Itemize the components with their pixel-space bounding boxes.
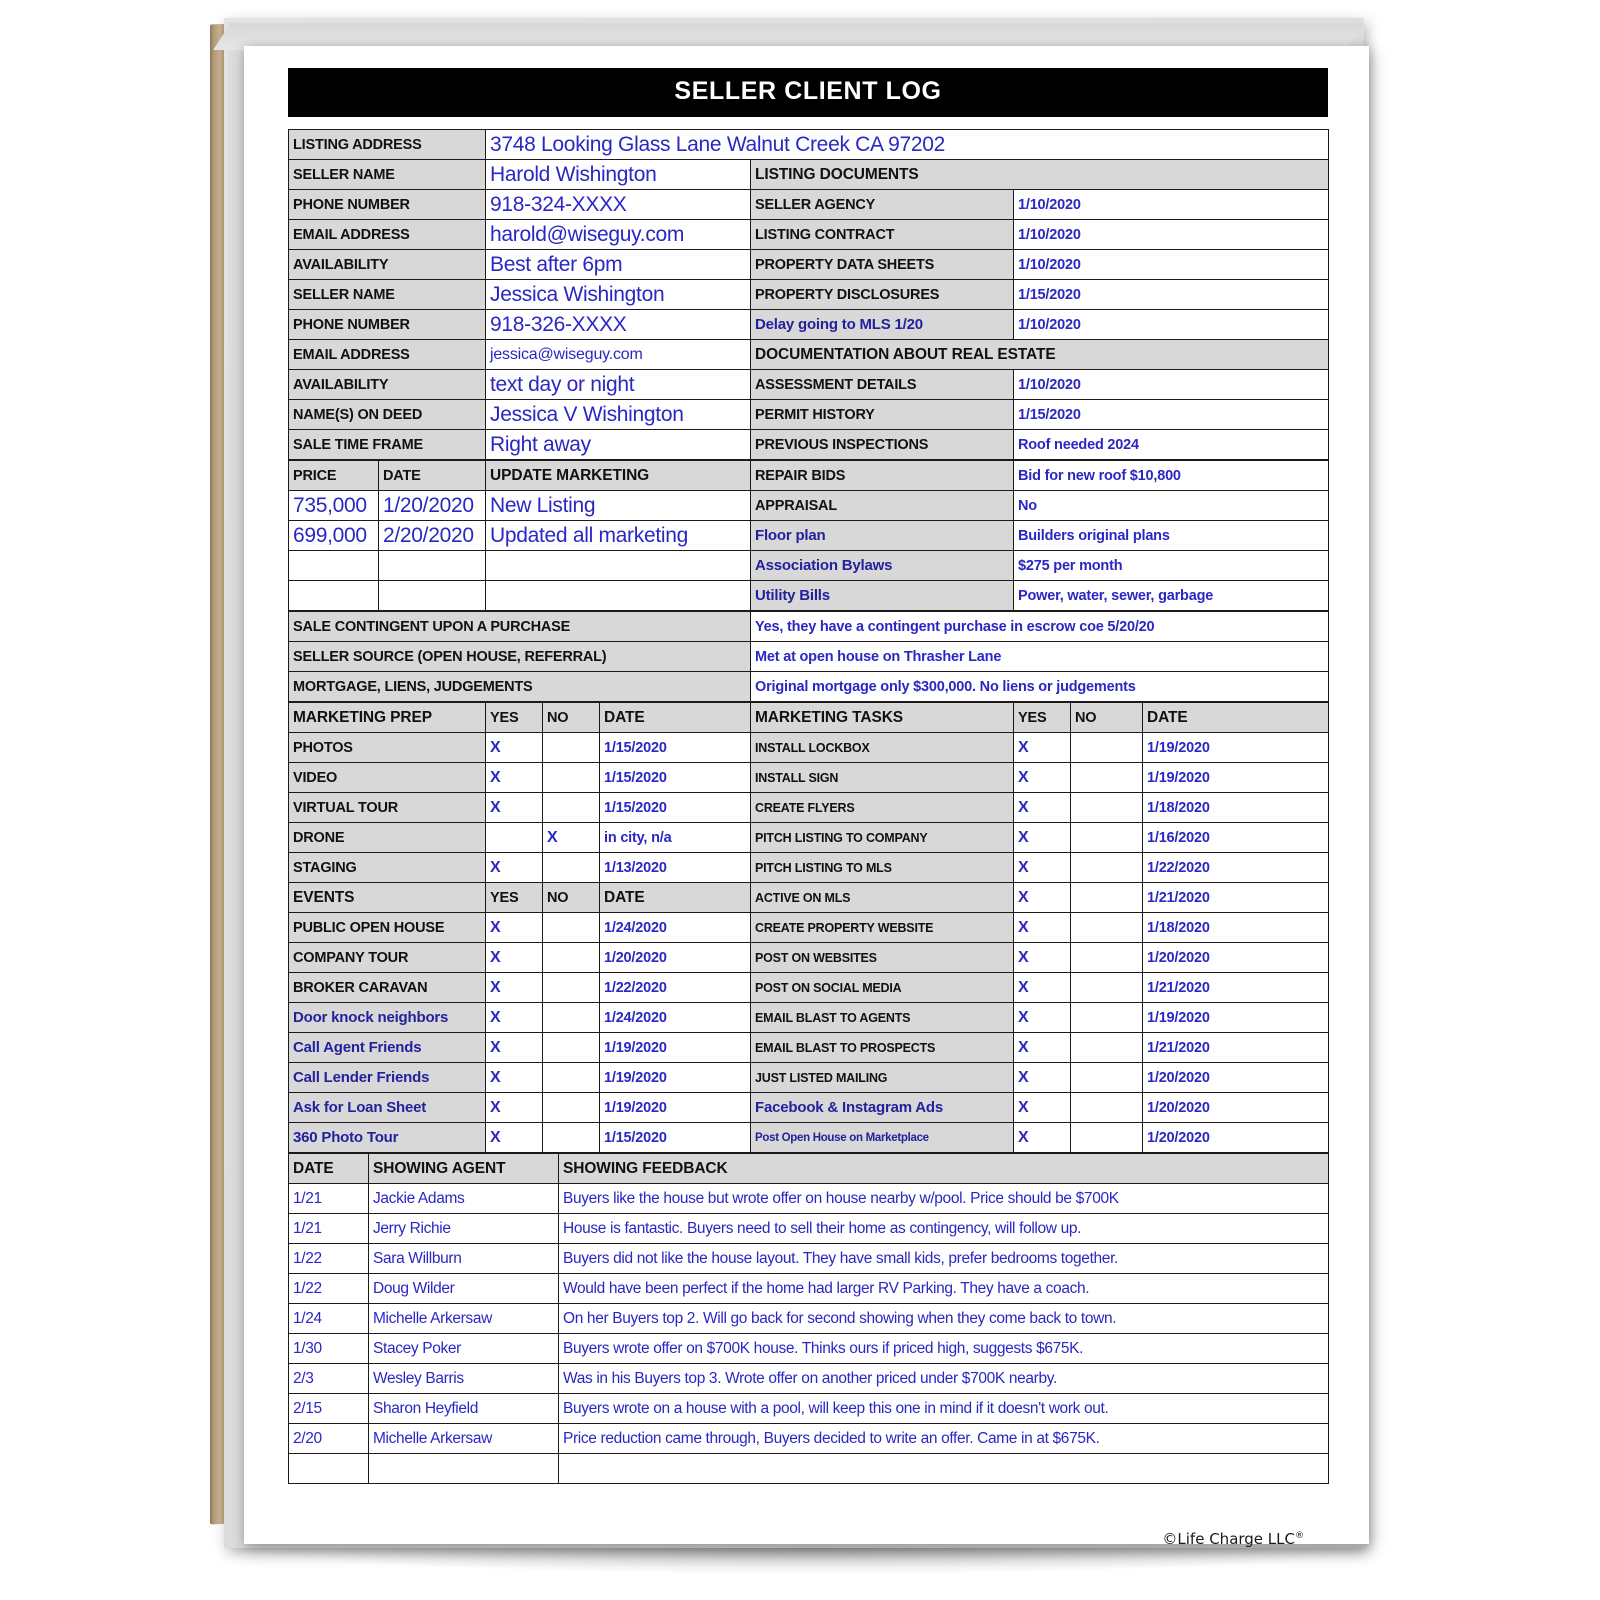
checklist-date-cell[interactable]: in city, n/a	[600, 823, 751, 853]
field-label: AVAILABILITY	[289, 370, 486, 400]
showing-agent-cell[interactable]: Wesley Barris	[369, 1364, 559, 1394]
field-label: NAME(S) ON DEED	[289, 400, 486, 430]
showing-agent-cell[interactable]: Michelle Arkersaw	[369, 1304, 559, 1334]
field-value[interactable]: jessica@wiseguy.com	[486, 340, 751, 370]
checklist-item-label: Facebook & Instagram Ads	[751, 1093, 1014, 1123]
checklist-date-cell[interactable]: 1/21/2020	[1143, 1033, 1329, 1063]
table-row	[289, 672, 1329, 702]
table-row	[289, 763, 1329, 793]
notepad-drop-shadow	[250, 1548, 1380, 1574]
price-cell[interactable]: 735,000	[289, 491, 379, 521]
table-row	[289, 1394, 1329, 1424]
document-date[interactable]: 1/10/2020	[1014, 220, 1329, 250]
copyright-symbol: ©	[1162, 1530, 1178, 1548]
checklist-no-cell[interactable]	[1071, 1123, 1143, 1153]
update-marketing-cell[interactable]	[486, 551, 751, 581]
showing-feedback-cell[interactable]: Price reduction came through, Buyers decided to write an offer. Came in at $675K.	[559, 1424, 1329, 1454]
checklist-no-cell[interactable]	[543, 1033, 600, 1063]
table-row	[289, 943, 1329, 973]
checklist-no-cell[interactable]: X	[543, 823, 600, 853]
checklist-date-cell[interactable]: 1/20/2020	[1143, 1093, 1329, 1123]
listing-documents-header: LISTING DOCUMENTS	[751, 160, 1329, 190]
checklist-item-label: Ask for Loan Sheet	[289, 1093, 486, 1123]
checklist-item-label: COMPANY TOUR	[289, 943, 486, 973]
checklist-yes-cell[interactable]: X	[486, 793, 543, 823]
table-row	[289, 340, 1329, 370]
table-row	[289, 1304, 1329, 1334]
showing-date-cell[interactable]	[289, 1454, 369, 1484]
table-row	[289, 612, 1329, 642]
showing-agent-cell[interactable]: Stacey Poker	[369, 1334, 559, 1364]
showing-date-cell[interactable]: 1/21	[289, 1214, 369, 1244]
document-date[interactable]: 1/10/2020	[1014, 310, 1329, 340]
document-value[interactable]: 1/15/2020	[1014, 400, 1329, 430]
field-label: SELLER NAME	[289, 280, 486, 310]
document-date[interactable]: 1/10/2020	[1014, 250, 1329, 280]
listing-address-label: LISTING ADDRESS	[289, 130, 486, 160]
checklist-yes-cell[interactable]: X	[1014, 763, 1071, 793]
checklist-yes-cell[interactable]: X	[1014, 913, 1071, 943]
showing-agent-cell[interactable]: Sara Willburn	[369, 1244, 559, 1274]
checklist-no-cell[interactable]	[543, 943, 600, 973]
table-row	[289, 1063, 1329, 1093]
table-row	[289, 1364, 1329, 1394]
checklist-yes-cell[interactable]: X	[1014, 943, 1071, 973]
price-header: PRICE	[289, 461, 379, 491]
field-value[interactable]: text day or night	[486, 370, 751, 400]
field-label: SALE TIME FRAME	[289, 430, 486, 460]
checklist-item-label: 360 Photo Tour	[289, 1123, 486, 1153]
table-row	[289, 703, 1329, 733]
showing-feedback-cell[interactable]	[559, 1454, 1329, 1484]
table-row	[289, 853, 1329, 883]
checklist-item-label: VIDEO	[289, 763, 486, 793]
document-value[interactable]: Builders original plans	[1014, 521, 1329, 551]
showings-header-row	[289, 1154, 1329, 1184]
yes-header: YES	[1014, 703, 1071, 733]
price-date-cell[interactable]: 2/20/2020	[379, 521, 486, 551]
document-value[interactable]: $275 per month	[1014, 551, 1329, 581]
checklist-no-cell[interactable]	[1071, 823, 1143, 853]
table-row	[289, 973, 1329, 1003]
price-cell[interactable]: 699,000	[289, 521, 379, 551]
table-row	[289, 1424, 1329, 1454]
checklist-date-cell[interactable]: 1/15/2020	[600, 793, 751, 823]
showing-feedback-header: SHOWING FEEDBACK	[559, 1154, 1329, 1184]
showing-date-cell[interactable]: 1/21	[289, 1184, 369, 1214]
showing-feedback-cell[interactable]: Buyers wrote offer on $700K house. Thinks ours if priced high, suggests $675K.	[559, 1334, 1329, 1364]
checklist-no-cell[interactable]	[1071, 883, 1143, 913]
no-header: NO	[1071, 703, 1143, 733]
table-row	[289, 913, 1329, 943]
checklist-item-label: PUBLIC OPEN HOUSE	[289, 913, 486, 943]
checklist-date-cell[interactable]: 1/20/2020	[1143, 1063, 1329, 1093]
checklist-yes-cell[interactable]	[486, 823, 543, 853]
checklist-yes-cell[interactable]: X	[486, 1093, 543, 1123]
table-row	[289, 190, 1329, 220]
checklist-item-label: PITCH LISTING TO MLS	[751, 853, 1014, 883]
checklist-item-label: Post Open House on Marketplace	[751, 1123, 1014, 1153]
checklist-item-label: CREATE FLYERS	[751, 793, 1014, 823]
checklist-no-cell[interactable]	[1071, 793, 1143, 823]
showing-feedback-cell[interactable]: Buyers wrote on a house with a pool, will keep this one in mind if it doesn't work out.	[559, 1394, 1329, 1424]
showing-date-cell[interactable]: 1/30	[289, 1334, 369, 1364]
showing-feedback-cell[interactable]: Buyers did not like the house layout. They have small kids, prefer bedrooms together.	[559, 1244, 1329, 1274]
checklist-date-cell[interactable]: 1/19/2020	[1143, 733, 1329, 763]
document-date[interactable]: 1/10/2020	[1014, 190, 1329, 220]
showing-feedback-table	[288, 1153, 1329, 1484]
table-row	[289, 642, 1329, 672]
table-row	[289, 521, 1329, 551]
checklist-yes-cell[interactable]: X	[486, 973, 543, 1003]
checklist-section-header: MARKETING TASKS	[751, 703, 1014, 733]
document-value[interactable]: Bid for new roof $10,800	[1014, 461, 1329, 491]
table-row	[289, 310, 1329, 340]
price-cell[interactable]	[289, 551, 379, 581]
table-row	[289, 1093, 1329, 1123]
document-label: PERMIT HISTORY	[751, 400, 1014, 430]
date-header: DATE	[1143, 703, 1329, 733]
checklist-no-cell[interactable]	[543, 1093, 600, 1123]
document-label: PREVIOUS INSPECTIONS	[751, 430, 1014, 460]
checklist-item-label: PHOTOS	[289, 733, 486, 763]
checklist-yes-cell[interactable]: X	[1014, 1063, 1071, 1093]
document-label: PROPERTY DATA SHEETS	[751, 250, 1014, 280]
checklist-no-cell[interactable]	[543, 793, 600, 823]
showing-feedback-cell[interactable]: Would have been perfect if the home had larger RV Parking. They have a coach.	[559, 1274, 1329, 1304]
checklist-date-cell[interactable]: 1/19/2020	[1143, 1003, 1329, 1033]
document-label: LISTING CONTRACT	[751, 220, 1014, 250]
checklist-yes-cell[interactable]: X	[486, 1123, 543, 1153]
table-row	[289, 400, 1329, 430]
showing-agent-cell[interactable]: Jerry Richie	[369, 1214, 559, 1244]
checklist-date-cell[interactable]: 1/18/2020	[1143, 913, 1329, 943]
checklist-date-cell[interactable]: 1/20/2020	[1143, 943, 1329, 973]
checklist-yes-cell[interactable]: X	[486, 943, 543, 973]
checklist-no-cell[interactable]	[1071, 853, 1143, 883]
no-header: NO	[543, 883, 600, 913]
table-row	[289, 1003, 1329, 1033]
document-value[interactable]: No	[1014, 491, 1329, 521]
showing-date-cell[interactable]: 2/3	[289, 1364, 369, 1394]
checklist-date-cell[interactable]: 1/15/2020	[600, 1123, 751, 1153]
page-title: SELLER CLIENT LOG	[288, 68, 1328, 117]
checklist-no-cell[interactable]	[1071, 1093, 1143, 1123]
document-label: Utility Bills	[751, 581, 1014, 611]
table-row	[289, 883, 1329, 913]
checklist-item-label: STAGING	[289, 853, 486, 883]
showing-agent-cell[interactable]	[369, 1454, 559, 1484]
document-value[interactable]: Power, water, sewer, garbage	[1014, 581, 1329, 611]
price-date-cell[interactable]	[379, 551, 486, 581]
showing-agent-cell[interactable]: Sharon Heyfield	[369, 1394, 559, 1424]
update-marketing-cell[interactable]: New Listing	[486, 491, 751, 521]
showing-feedback-cell[interactable]: Buyers like the house but wrote offer on house nearby w/pool. Price should be $700K	[559, 1184, 1329, 1214]
checklist-yes-cell[interactable]: X	[486, 733, 543, 763]
checklist-yes-cell[interactable]: X	[486, 1033, 543, 1063]
checklist-date-cell[interactable]: 1/22/2020	[1143, 853, 1329, 883]
showing-feedback-cell[interactable]: House is fantastic. Buyers need to sell their home as contingency, will follow up.	[559, 1214, 1329, 1244]
checklist-yes-cell[interactable]: X	[486, 853, 543, 883]
checklist-no-cell[interactable]	[543, 1063, 600, 1093]
showing-date-cell[interactable]: 1/22	[289, 1244, 369, 1274]
price-and-documentation-table	[288, 460, 1329, 611]
checklist-date-cell[interactable]: 1/21/2020	[1143, 883, 1329, 913]
checklist-yes-cell[interactable]: X	[486, 763, 543, 793]
field-label: EMAIL ADDRESS	[289, 220, 486, 250]
showing-feedback-cell[interactable]: On her Buyers top 2. Will go back for second showing when they come back to town.	[559, 1304, 1329, 1334]
checklist-item-label: POST ON SOCIAL MEDIA	[751, 973, 1014, 1003]
checklist-date-cell[interactable]: 1/20/2020	[1143, 1123, 1329, 1153]
wide-row-label: SALE CONTINGENT UPON A PURCHASE	[289, 612, 751, 642]
checklist-yes-cell[interactable]: X	[1014, 1123, 1071, 1153]
yes-header: YES	[486, 703, 543, 733]
table-row	[289, 823, 1329, 853]
checklist-yes-cell[interactable]: X	[1014, 883, 1071, 913]
checklist-yes-cell[interactable]: X	[1014, 823, 1071, 853]
checklist-section-header: EVENTS	[289, 883, 486, 913]
document-label: Delay going to MLS 1/20	[751, 310, 1014, 340]
checklist-item-label: PITCH LISTING TO COMPANY	[751, 823, 1014, 853]
checklist-date-cell[interactable]: 1/19/2020	[600, 1093, 751, 1123]
table-row	[289, 1214, 1329, 1244]
checklist-no-cell[interactable]	[543, 1123, 600, 1153]
checklist-item-label: CREATE PROPERTY WEBSITE	[751, 913, 1014, 943]
update-marketing-cell[interactable]	[486, 581, 751, 611]
checklist-no-cell[interactable]	[1071, 1033, 1143, 1063]
checklist-no-cell[interactable]	[1071, 913, 1143, 943]
field-label: PHONE NUMBER	[289, 310, 486, 340]
checklist-yes-cell[interactable]: X	[1014, 853, 1071, 883]
table-row	[289, 250, 1329, 280]
checklist-date-cell[interactable]: 1/24/2020	[600, 1003, 751, 1033]
checklist-date-cell[interactable]: 1/24/2020	[600, 913, 751, 943]
checklist-item-label: EMAIL BLAST TO AGENTS	[751, 1003, 1014, 1033]
field-label: SELLER NAME	[289, 160, 486, 190]
field-label: AVAILABILITY	[289, 250, 486, 280]
price-date-cell[interactable]: 1/20/2020	[379, 491, 486, 521]
update-marketing-cell[interactable]: Updated all marketing	[486, 521, 751, 551]
checklist-no-cell[interactable]	[1071, 1063, 1143, 1093]
table-row	[289, 1033, 1329, 1063]
checklist-item-label: JUST LISTED MAILING	[751, 1063, 1014, 1093]
checklist-item-label: POST ON WEBSITES	[751, 943, 1014, 973]
checklist-date-cell[interactable]: 1/20/2020	[600, 943, 751, 973]
document-date[interactable]: 1/15/2020	[1014, 280, 1329, 310]
showing-agent-header: SHOWING AGENT	[369, 1154, 559, 1184]
table-row	[289, 1454, 1329, 1484]
showing-date-header: DATE	[289, 1154, 369, 1184]
seller-client-log-form	[288, 68, 1328, 1548]
checklist-item-label: INSTALL SIGN	[751, 763, 1014, 793]
checklist-date-cell[interactable]: 1/16/2020	[1143, 823, 1329, 853]
table-row	[289, 1244, 1329, 1274]
checklist-yes-cell[interactable]: X	[1014, 973, 1071, 1003]
showing-date-cell[interactable]: 2/20	[289, 1424, 369, 1454]
document-label: ASSESSMENT DETAILS	[751, 370, 1014, 400]
showing-agent-cell[interactable]: Doug Wilder	[369, 1274, 559, 1304]
checklist-section-header: MARKETING PREP	[289, 703, 486, 733]
table-row	[289, 1334, 1329, 1364]
checklist-item-label: BROKER CARAVAN	[289, 973, 486, 1003]
table-row	[289, 491, 1329, 521]
table-row	[289, 581, 1329, 611]
showing-agent-cell[interactable]: Jackie Adams	[369, 1184, 559, 1214]
documentation-header: DOCUMENTATION ABOUT REAL ESTATE	[751, 340, 1329, 370]
notepad-page	[210, 8, 1385, 1553]
document-label: PROPERTY DISCLOSURES	[751, 280, 1014, 310]
checklist-date-cell[interactable]: 1/19/2020	[600, 1033, 751, 1063]
price-date-cell[interactable]	[379, 581, 486, 611]
table-row	[289, 430, 1329, 460]
checklist-no-cell[interactable]	[1071, 973, 1143, 1003]
field-value[interactable]: harold@wiseguy.com	[486, 220, 751, 250]
showing-date-cell[interactable]: 1/22	[289, 1274, 369, 1304]
document-label: REPAIR BIDS	[751, 461, 1014, 491]
copyright-text: Life Charge LLC	[1177, 1530, 1295, 1548]
checklist-item-label: Door knock neighbors	[289, 1003, 486, 1033]
marketing-checklist-table	[288, 702, 1329, 1153]
field-value[interactable]: Jessica Wishington	[486, 280, 751, 310]
listing-address-value[interactable]: 3748 Looking Glass Lane Walnut Creek CA 97202	[486, 130, 1329, 160]
checklist-no-cell[interactable]	[543, 913, 600, 943]
table-row	[289, 551, 1329, 581]
checklist-no-cell[interactable]	[1071, 733, 1143, 763]
checklist-yes-cell[interactable]: X	[486, 913, 543, 943]
checklist-item-label: EMAIL BLAST TO PROSPECTS	[751, 1033, 1014, 1063]
showing-agent-cell[interactable]: Michelle Arkersaw	[369, 1424, 559, 1454]
checklist-date-cell[interactable]: 1/15/2020	[600, 763, 751, 793]
wide-details-table	[288, 611, 1329, 702]
field-value[interactable]: Jessica V Wishington	[486, 400, 751, 430]
checklist-date-cell[interactable]: 1/21/2020	[1143, 973, 1329, 1003]
checklist-item-label: Call Agent Friends	[289, 1033, 486, 1063]
document-label: SELLER AGENCY	[751, 190, 1014, 220]
table-row	[289, 160, 1329, 190]
table-row	[289, 1274, 1329, 1304]
document-label: APPRAISAL	[751, 491, 1014, 521]
document-label: Association Bylaws	[751, 551, 1014, 581]
field-value[interactable]: Right away	[486, 430, 751, 460]
table-row	[289, 1123, 1329, 1153]
wide-row-label: SELLER SOURCE (OPEN HOUSE, REFERRAL)	[289, 642, 751, 672]
checklist-item-label: INSTALL LOCKBOX	[751, 733, 1014, 763]
date-header: DATE	[600, 703, 751, 733]
checklist-yes-cell[interactable]: X	[1014, 733, 1071, 763]
checklist-item-label: DRONE	[289, 823, 486, 853]
field-label: EMAIL ADDRESS	[289, 340, 486, 370]
field-value[interactable]: 918-326-XXXX	[486, 310, 751, 340]
field-value[interactable]: Harold Wishington	[486, 160, 751, 190]
showing-date-cell[interactable]: 1/24	[289, 1304, 369, 1334]
wide-row-value[interactable]: Original mortgage only $300,000. No liens or judgements	[751, 672, 1329, 702]
table-row	[289, 370, 1329, 400]
checklist-no-cell[interactable]	[1071, 763, 1143, 793]
checklist-date-cell[interactable]: 1/19/2020	[1143, 763, 1329, 793]
copyright-notice	[1162, 1530, 1304, 1548]
listing-address-row	[289, 130, 1329, 160]
checklist-date-cell[interactable]: 1/13/2020	[600, 853, 751, 883]
document-label: Floor plan	[751, 521, 1014, 551]
date-header: DATE	[600, 883, 751, 913]
showing-date-cell[interactable]: 2/15	[289, 1394, 369, 1424]
checklist-item-label: Call Lender Friends	[289, 1063, 486, 1093]
document-value[interactable]: Roof needed 2024	[1014, 430, 1329, 460]
checklist-yes-cell[interactable]: X	[486, 1063, 543, 1093]
table-row	[289, 1184, 1329, 1214]
table-row	[289, 280, 1329, 310]
date-header: DATE	[379, 461, 486, 491]
checklist-yes-cell[interactable]: X	[1014, 1093, 1071, 1123]
checklist-no-cell[interactable]	[1071, 943, 1143, 973]
checklist-date-cell[interactable]: 1/15/2020	[600, 733, 751, 763]
yes-header: YES	[486, 883, 543, 913]
checklist-no-cell[interactable]	[543, 733, 600, 763]
checklist-yes-cell[interactable]: X	[1014, 793, 1071, 823]
checklist-item-label: VIRTUAL TOUR	[289, 793, 486, 823]
checklist-date-cell[interactable]: 1/19/2020	[600, 1063, 751, 1093]
table-row	[289, 733, 1329, 763]
field-value[interactable]: 918-324-XXXX	[486, 190, 751, 220]
checklist-no-cell[interactable]	[543, 973, 600, 1003]
checklist-date-cell[interactable]: 1/18/2020	[1143, 793, 1329, 823]
update-marketing-header: UPDATE MARKETING	[486, 461, 751, 491]
checklist-no-cell[interactable]	[543, 763, 600, 793]
checklist-no-cell[interactable]	[543, 1003, 600, 1033]
table-row	[289, 220, 1329, 250]
field-label: PHONE NUMBER	[289, 190, 486, 220]
field-value[interactable]: Best after 6pm	[486, 250, 751, 280]
checklist-yes-cell[interactable]: X	[486, 1003, 543, 1033]
price-cell[interactable]	[289, 581, 379, 611]
wide-row-value[interactable]: Yes, they have a contingent purchase in escrow coe 5/20/20	[751, 612, 1329, 642]
no-header: NO	[543, 703, 600, 733]
document-value[interactable]: 1/10/2020	[1014, 370, 1329, 400]
checklist-yes-cell[interactable]: X	[1014, 1003, 1071, 1033]
registered-symbol: ®	[1295, 1531, 1304, 1541]
price-header-row	[289, 461, 1329, 491]
checklist-date-cell[interactable]: 1/22/2020	[600, 973, 751, 1003]
wide-row-value[interactable]: Met at open house on Thrasher Lane	[751, 642, 1329, 672]
checklist-yes-cell[interactable]: X	[1014, 1033, 1071, 1063]
wide-row-label: MORTGAGE, LIENS, JUDGEMENTS	[289, 672, 751, 702]
contacts-and-documents-table	[288, 129, 1329, 460]
checklist-no-cell[interactable]	[1071, 1003, 1143, 1033]
checklist-no-cell[interactable]	[543, 853, 600, 883]
showing-feedback-cell[interactable]: Was in his Buyers top 3. Wrote offer on another priced under $700K nearby.	[559, 1364, 1329, 1394]
table-row	[289, 793, 1329, 823]
checklist-item-label: ACTIVE ON MLS	[751, 883, 1014, 913]
